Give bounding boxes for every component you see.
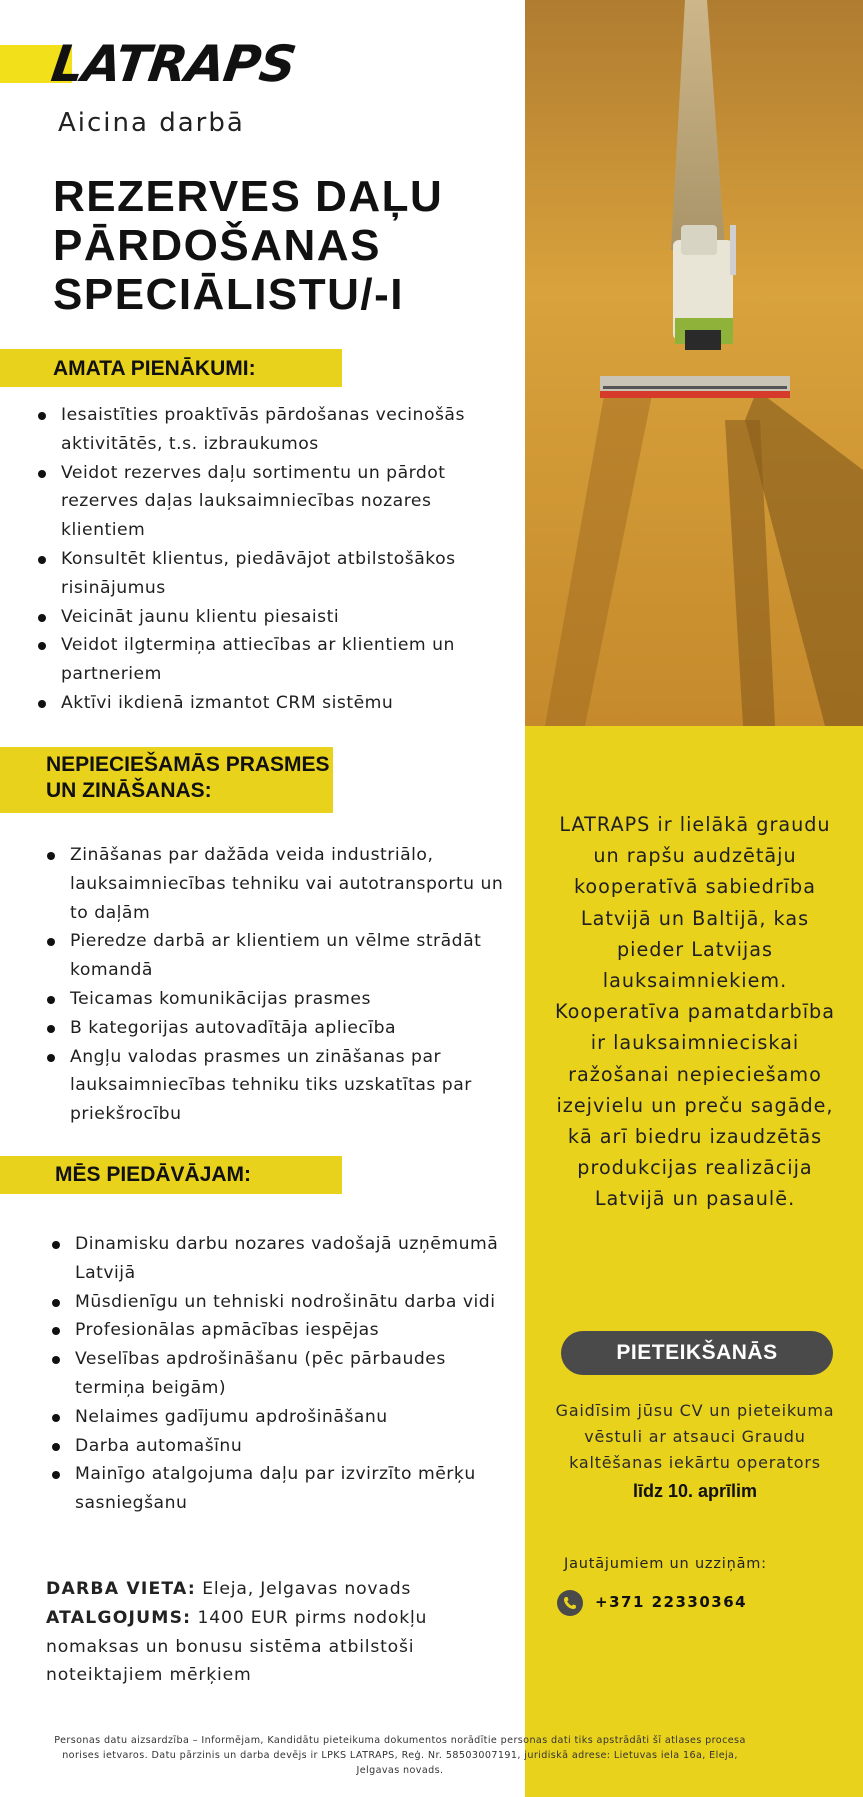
questions-label: Jautājumiem un uzziņām: [564,1556,767,1572]
list-item: Mūsdienīgu un tehniski nodrošinātu darba vidi [75,1288,505,1317]
list-item: Veidot rezerves daļu sortimentu un pārdot rezerves daļas lauksaimniecības nozares klientiem [61,459,511,545]
list-item: Zināšanas par dažāda veida industriālo, lauksaimniecības tehniku vai autotransportu un to daļām [70,841,510,927]
duties-heading: AMATA PIENĀKUMI: [0,349,342,387]
skills-heading-line: UN ZINĀŠANAS: [46,779,212,802]
list-item: Veselības apdrošināšanu (pēc pārbaudes termiņa beigām) [75,1345,505,1403]
skills-heading-line: NEPIECIEŠAMĀS PRASMES [46,753,330,776]
list-item: B kategorijas autovadītāja apliecība [70,1014,510,1043]
list-item: Iesaistīties proaktīvās pārdošanas vecinošās aktivitātēs, t.s. izbraukumos [61,401,511,459]
skills-list [70,841,510,1129]
salary-value: 1400 EUR pirms nodokļu nomaksas un bonusu sistēma atbilstoši noteiktajiem mērķiem [46,1607,428,1686]
harvester-photo [525,0,863,726]
list-item: Aktīvi ikdienā izmantot CRM sistēmu [61,689,511,718]
list-item: Mainīgo atalgojuma daļu par izvirzīto mērķu sasniegšanu [75,1460,505,1518]
salary-label: ATALGOJUMS: [46,1607,192,1628]
company-description: LATRAPS ir lielākā graudu un rapšu audzētāju kooperatīvā sabiedrība Latvijā un Baltijā, kas pieder Latvijas lauksaimniekiem. Kooperatīva pamatdarbība ir lauksaimnieciskai ražošanai nepieciešamo izejvielu un preču sagāde, kā arī biedru izaudzētās produkcijas realizācija Latvijā un pasaulē. [555,813,835,1211]
application-instructions: Gaidīsim jūsu CV un pieteikuma vēstuli ar atsauci Graudu kaltēšanas iekārtu operators [555,1401,835,1472]
skills-heading [0,747,333,813]
job-title-line: PĀRDOŠANAS [53,221,381,270]
job-title [53,172,513,319]
list-item: Nelaimes gadījumu apdrošināšanu [75,1403,505,1432]
phone-number[interactable]: +371 22330364 [595,1593,748,1611]
list-item: Darba automašīnu [75,1432,505,1461]
page-subtitle: Aicina darbā [58,108,245,138]
location-value: Eleja, Jelgavas novads [202,1579,412,1599]
list-item: Veidot ilgtermiņa attiecības ar klientiem un partneriem [61,631,511,689]
list-item: Teicamas komunikācijas prasmes [70,985,510,1014]
phone-icon [557,1590,583,1616]
field-illustration [525,0,863,726]
location-label: DARBA VIETA: [46,1579,196,1599]
job-details [46,1575,506,1690]
privacy-notice: Personas datu aizsardzība – Informējam, Kandidātu pieteikuma dokumentos norādītie personas dati tiks apstrādāti šī atlases procesa norises ietvaros. Datu pārzinis un darba devējs ir LPKS LATRAPS, Reģ. Nr. 58503007191, juridiskā adrese: Lietuvas iela 16a, Eleja, Jelgavas novads. [54,1735,746,1777]
list-item: Konsultēt klientus, piedāvājot atbilstošākos risinājumus [61,545,511,603]
job-title-line: SPECIĀLISTU/-I [53,270,405,319]
list-item: Pieredze darbā ar klientiem un vēlme strādāt komandā [70,927,510,985]
apply-button[interactable]: PIETEIKŠANĀS [561,1331,833,1375]
list-item: Angļu valodas prasmes un zināšanas par lauksaimniecības tehniku tiks uzskatītas par priekšrocību [70,1043,510,1129]
offer-list [75,1230,505,1518]
application-deadline: līdz 10. aprīlim [632,1481,758,1501]
company-logo: LATRAPS [47,35,299,93]
list-item: Dinamisku darbu nozares vadošajā uzņēmumā Latvijā [75,1230,505,1288]
duties-list [61,401,511,718]
list-item: Veicināt jaunu klientu piesaisti [61,603,511,632]
list-item: Profesionālas apmācības iespējas [75,1316,505,1345]
offer-heading: MĒS PIEDĀVĀJAM: [0,1156,342,1194]
job-title-line: REZERVES DAĻU [53,172,444,221]
